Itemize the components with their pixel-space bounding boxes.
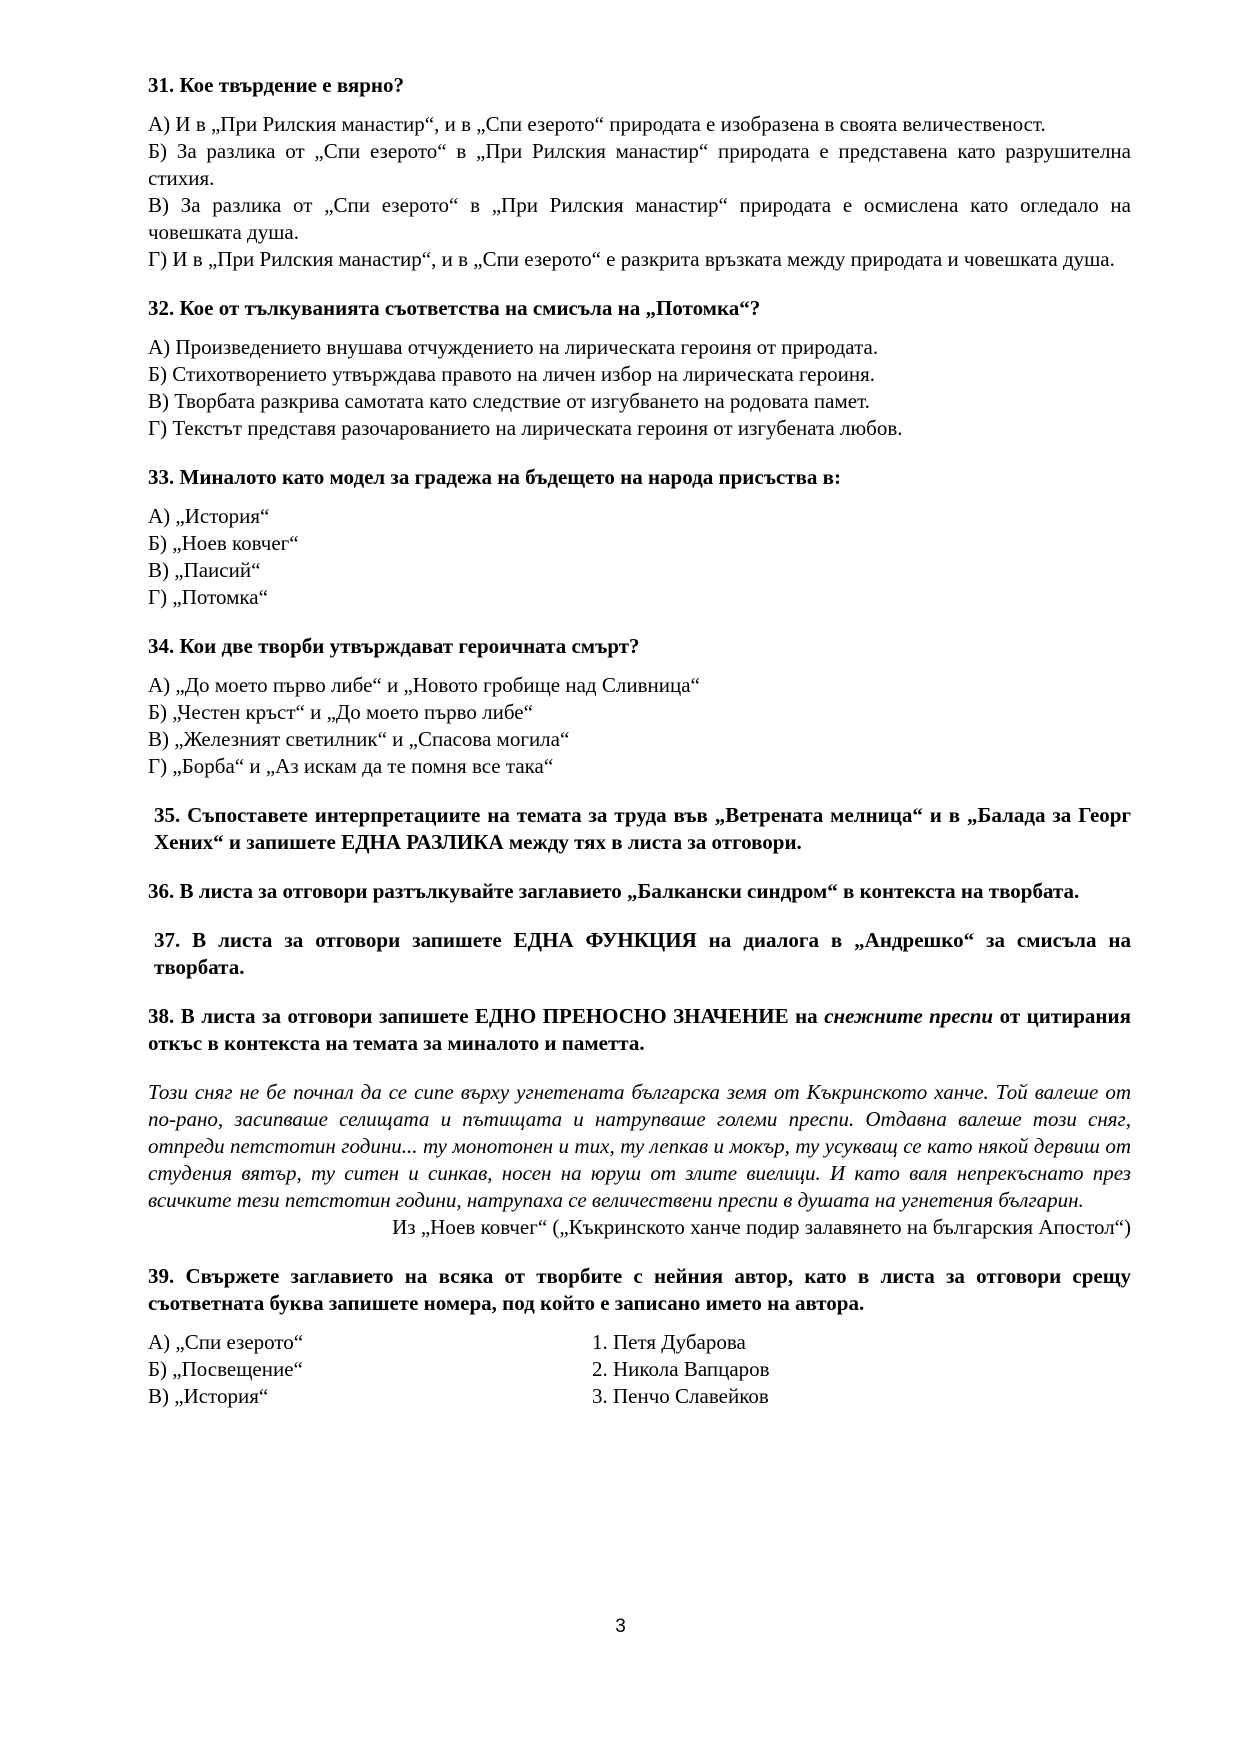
option-b: Б) „Честен кръст“ и „До моето първо либе“ — [148, 700, 533, 724]
option-b: Б) Стихотворението утвърждава правото на личен избор на лирическата героиня. — [148, 362, 876, 386]
question-38-title-end: от цитирания откъс в контекста на темата за миналото и паметта. — [148, 1004, 1131, 1055]
author-item: 3. Пенчо Славейков — [592, 1384, 769, 1408]
option-b: Б) За разлика от „Спи езерото“ в „При Рилския манастир“ природата е представена като разрушителна стихия. — [148, 139, 1131, 190]
option-v: В) „Паисий“ — [148, 558, 261, 582]
matching-columns — [148, 1329, 1131, 1410]
works-column — [148, 1329, 592, 1410]
option-g: Г) „Потомка“ — [148, 585, 268, 609]
question-38-title — [148, 1003, 1131, 1057]
question-31-title: 31. Кое твърдение е вярно? — [148, 73, 405, 97]
option-b: Б) „Ноев ковчег“ — [148, 531, 299, 555]
question-39-title: 39. Свържете заглавието на всяка от творбите с нейния автор, като в листа за отговори срещу съответната буква запишете номера, под който е записано името на автора. — [148, 1264, 1131, 1315]
question-33-options — [148, 503, 1131, 611]
quoted-excerpt: Този сняг не бе почнал да се сипе върху угнетената българска земя от Къкринското ханче. Той валеше от по-рано, засипваше селищата и пътищата и натрупваше големи преспи. Отдавна валеше този сняг, отпреди петстотин години... ту монотонен и тих, ту лепкав и мокър, ту усукващ се като някой дервиш от студения вятър, ту ситен и синкав, носен на юруш от злите виелици. И като валя непрекъснато през всичките тези петстотин години, натрупаха се величествени преспи в душата на угнетения българин. — [148, 1080, 1131, 1212]
question-33-title: 33. Миналото като модел за градежа на бъдещето на народа присъства в: — [148, 465, 841, 489]
work-item: Б) „Посвещение“ — [148, 1357, 303, 1381]
author-item: 2. Никола Вапцаров — [592, 1357, 770, 1381]
exam-page — [148, 72, 1131, 1410]
question-34-options — [148, 672, 1131, 780]
question-37-title: 37. В листа за отговори запишете ЕДНА ФУНКЦИЯ на диалога в „Андрешко“ за смисъла на творбата. — [154, 928, 1131, 979]
option-g: Г) И в „При Рилския манастир“, и в „Спи езерото“ е разкрита връзката между природата и човешката душа. — [148, 247, 1115, 271]
question-36-title: 36. В листа за отговори разтълкувайте заглавието „Балкански синдром“ в контекста на творбата. — [148, 879, 1080, 903]
question-35-title: 35. Съпоставете интерпретациите на темата за труда във „Ветрената мелница“ и в „Балада за Георг Хених“ и запишете ЕДНА РАЗЛИКА между тях в листа за отговори. — [154, 803, 1131, 854]
option-g: Г) „Борба“ и „Аз искам да те помня все така“ — [148, 754, 554, 778]
option-a: А) „До моето първо либе“ и „Новото гробище над Сливница“ — [148, 673, 700, 697]
author-item: 1. Петя Дубарова — [592, 1330, 746, 1354]
page-number: 3 — [615, 1616, 626, 1637]
question-32-title: 32. Кое от тълкуванията съответства на смисъла на „Потомка“? — [148, 296, 761, 320]
option-a: А) „История“ — [148, 504, 270, 528]
work-item: В) „История“ — [148, 1384, 269, 1408]
option-a: А) И в „При Рилския манастир“, и в „Спи езерото“ природата е изобразена в своята величественост. — [148, 112, 1046, 136]
question-32-options — [148, 334, 1131, 442]
question-31-options — [148, 111, 1131, 273]
option-v: В) За разлика от „Спи езерото“ в „При Рилския манастир“ природата е осмислена като огледало на човешката душа. — [148, 193, 1131, 244]
work-item: А) „Спи езерото“ — [148, 1330, 304, 1354]
option-g: Г) Текстът представя разочарованието на лирическата героиня от изгубената любов. — [148, 416, 903, 440]
option-v: В) „Железният светилник“ и „Спасова могила“ — [148, 727, 570, 751]
question-38-title-italic: снежните преспи — [824, 1004, 994, 1028]
option-v: В) Творбата разкрива самотата като следствие от изгубването на родовата памет. — [148, 389, 870, 413]
excerpt-source: Из „Ноев ковчег“ („Къкринското ханче подир залавянето на българския Апостол“) — [392, 1215, 1131, 1239]
question-34-title: 34. Кои две творби утвърждават героичната смърт? — [148, 634, 640, 658]
authors-column — [592, 1329, 1131, 1410]
question-38-title-start: 38. В листа за отговори запишете ЕДНО ПРЕНОСНО ЗНАЧЕНИЕ на — [148, 1004, 825, 1028]
option-a: А) Произведението внушава отчуждението на лирическата героиня от природата. — [148, 335, 879, 359]
